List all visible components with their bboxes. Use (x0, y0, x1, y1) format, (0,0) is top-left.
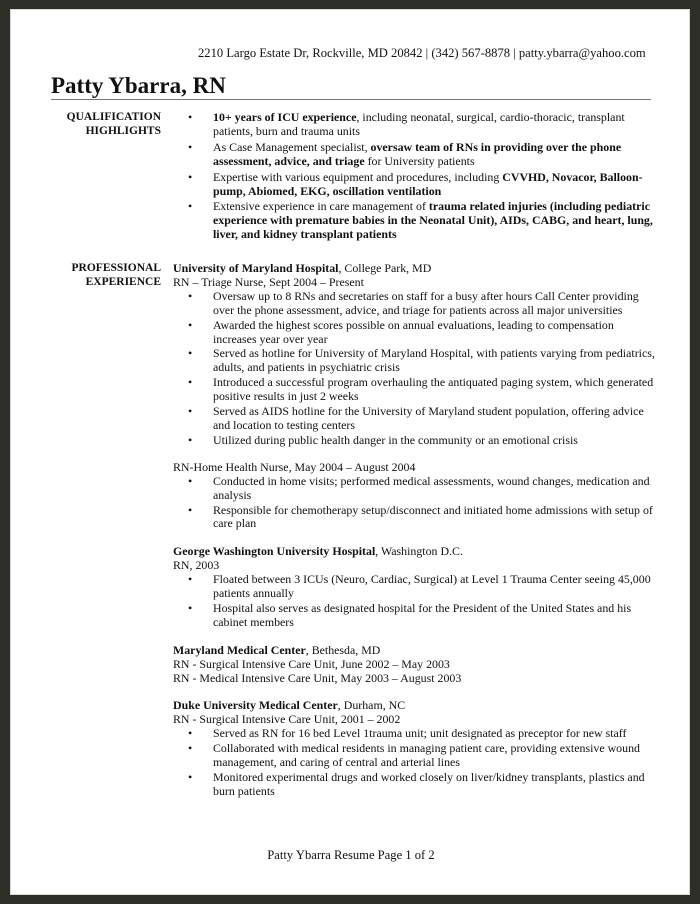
position-title: RN, 2003 (173, 558, 220, 573)
employer-name: Maryland Medical Center (173, 642, 306, 657)
contact-line: 2210 Largo Estate Dr, Rockville, MD 20842 | (342) 567-8878 | patty.ybarra@yahoo.com (198, 46, 646, 60)
employer-location: , Washington D.C. (375, 544, 463, 559)
duty-item: • Collaborated with medical residents in managing patient care, providing extensive wound management, and caring of central and arterial lines (173, 742, 655, 770)
position-title: RN - Surgical Intensive Care Unit, June 2002 – May 2003 (173, 656, 450, 671)
position-bullets (173, 290, 655, 448)
qualification-item (173, 111, 655, 139)
qualification-text: Extensive experience in care management of (213, 199, 429, 214)
qualification-text: Expertise with various equipment and procedures, including (213, 169, 503, 184)
employer-heading (173, 699, 655, 713)
duty-item: • Served as AIDS hotline for the University of Maryland student population, offering advice and location to testing centers (173, 405, 655, 433)
duty-item: • Oversaw up to 8 RNs and secretaries on staff for a busy after hours Call Center providing over the phone assessment, advice, and triage for patients across all major universities (173, 290, 655, 318)
candidate-name: Patty Ybarra, RN (51, 73, 226, 98)
qualification-highlight: oversaw team of RNs in providing over the phone assessment, advice, and triage (213, 139, 622, 168)
duty-item: • Awarded the highest scores possible on annual evaluations, leading to compensation increases year over year (173, 319, 655, 347)
qualification-item (173, 171, 655, 199)
duty-item: • Monitored experimental drugs and worked closely on liver/kidney transplants, plastics and burn patients (173, 771, 655, 799)
employer-heading (173, 262, 655, 276)
qualification-list (173, 111, 655, 242)
position-title: RN – Triage Nurse, Sept 2004 – Present (173, 274, 364, 289)
duty-item: • Conducted in home visits; performed medical assessments, wound changes, medication and analysis (173, 475, 655, 503)
page-footer: Patty Ybarra Resume Page 1 of 2 (267, 848, 435, 862)
resume-page (10, 9, 690, 895)
qualification-highlight: trauma related injuries (including pediatric experience with premature babies in the Neonatal Unit), AIDs, CABG, and heart, lung, liver, and kidney transplant patients (213, 199, 653, 242)
employer-name: University of Maryland Hospital (173, 261, 339, 275)
employer-block (173, 699, 655, 798)
employer-location: , Durham, NC (337, 698, 406, 713)
qualification-text: , including neonatal, surgical, cardio-thoracic, transplant patients, burn and trauma units (213, 110, 625, 138)
employer-block (173, 262, 655, 531)
duty-item: • Served as RN for 16 bed Level 1trauma unit; unit designated as preceptor for new staff (173, 727, 655, 741)
employer-location: , College Park, MD (338, 261, 432, 275)
employer-name: Duke University Medical Center (173, 698, 338, 713)
employer-name: George Washington University Hospital (173, 544, 376, 559)
qualification-item (173, 141, 655, 169)
position-title: RN - Surgical Intensive Care Unit, 2001 – 2002 (173, 712, 401, 727)
employer-block (173, 545, 655, 629)
duty-item: • Responsible for chemotherapy setup/disconnect and initiated home admissions with setup of care plan (173, 504, 655, 532)
header-divider (51, 99, 651, 100)
employer-block (173, 644, 655, 686)
duty-item: • Hospital also serves as designated hospital for the President of the United States and his cabinet members (173, 602, 655, 630)
duty-item: • Utilized during public health danger in the community or an emotional crisis (173, 434, 655, 448)
employer-heading (173, 545, 655, 559)
duty-item: • Introduced a successful program overhauling the antiquated paging system, which generated positive results in just 2 weeks (173, 376, 655, 404)
qualification-highlight: 10+ years of ICU experience (213, 110, 357, 124)
qualification-highlight: CVVHD, Novacor, Balloon-pump, Abiomed, EKG, oscillation ventilation (213, 169, 643, 198)
duty-item: • Floated between 3 ICUs (Neuro, Cardiac, Surgical) at Level 1 Trauma Center seeing 45,000 patients annually (173, 573, 655, 601)
professional-experience (173, 262, 655, 813)
duty-item: • Served as hotline for University of Maryland Hospital, with patients varying from pediatrics, adults, and patients in psychiatric crisis (173, 347, 655, 375)
position-bullets (173, 727, 655, 799)
qualification-highlights (173, 111, 655, 244)
qualification-highlights-heading: QUALIFICATION HIGHLIGHTS (66, 111, 161, 137)
position-title: RN - Medical Intensive Care Unit, May 2003 – August 2003 (173, 670, 462, 685)
employer-location: , Bethesda, MD (305, 642, 381, 657)
qualification-item (173, 200, 655, 242)
qualification-text: for University patients (364, 153, 475, 168)
position-bullets (173, 573, 655, 630)
professional-experience-heading: PROFESSIONAL EXPERIENCE (71, 262, 161, 288)
position-title: RN-Home Health Nurse, May 2004 – August 2004 (173, 459, 416, 474)
employer-heading (173, 644, 655, 658)
position-bullets (173, 475, 655, 532)
qualification-text: As Case Management specialist, (213, 139, 371, 154)
